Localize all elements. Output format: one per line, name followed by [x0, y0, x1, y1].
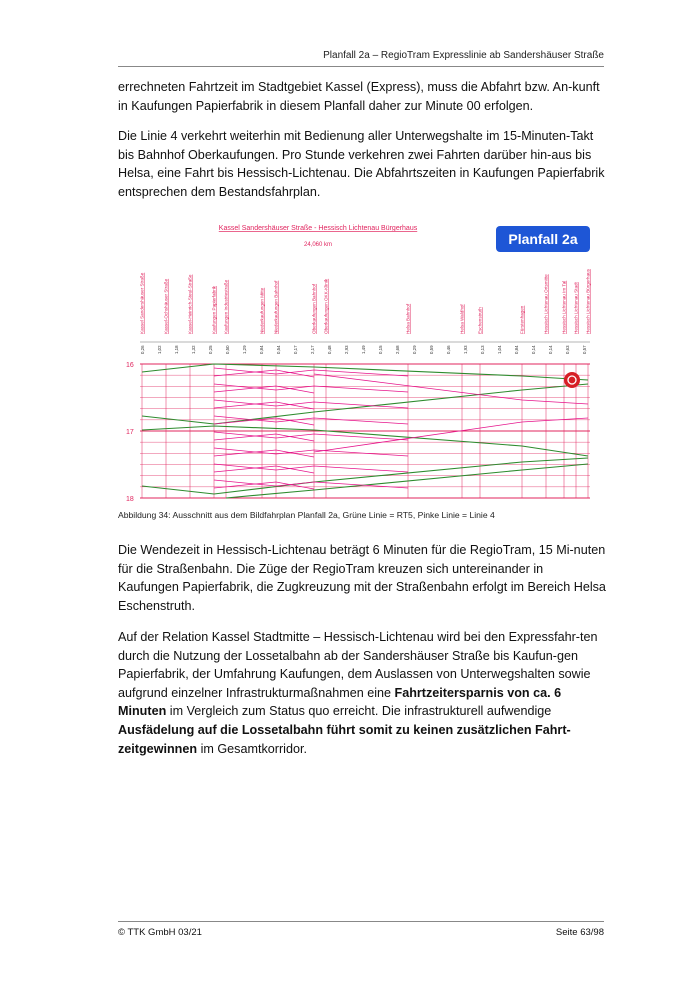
linie4-train-path: [214, 464, 408, 472]
segment-km-label: 0,15: [378, 345, 383, 354]
station-label: Fürstenhagen: [519, 305, 525, 334]
station-label: Helsa Bahnhof: [405, 303, 411, 334]
footer-divider: [118, 921, 604, 922]
segment-km-label: 0,54: [276, 345, 281, 354]
warning-icon: [564, 372, 580, 388]
station-label: Kassel Sandershäuser Straße: [139, 272, 145, 334]
p4-bold-2: Ausfädelung auf die Lossetalbahn führt somit zu keinen zusätzlichen Fahrt-zeitgewinnen: [118, 722, 571, 756]
rt5-train-path: [142, 364, 588, 380]
segment-km-label: 0,84: [514, 345, 519, 354]
segment-km-label: 1,04: [497, 345, 502, 354]
p4-text-3: im Gesamtkorridor.: [197, 741, 307, 756]
station-label: Hessisch Lichtenau Stadt: [573, 282, 579, 334]
segment-km-label: 0,84: [259, 345, 264, 354]
header-divider: [118, 66, 604, 67]
paragraph-4: [118, 628, 606, 758]
figure-caption: Abbildung 34: Ausschnitt aus dem Bildfahrplan Planfall 2a, Grüne Linie = RT5, Pinke Linie = Linie 4: [118, 510, 495, 520]
station-label: Niederkaufungen Bahnhof: [273, 280, 279, 334]
hour-label: 17: [126, 429, 134, 436]
segment-km-label: 2,68: [395, 345, 400, 354]
rt5-train-path: [142, 426, 588, 456]
segment-km-label: 1,93: [463, 345, 468, 354]
hour-label: 16: [126, 362, 134, 369]
paragraph-2: Die Linie 4 verkehrt weiterhin mit Bedienung aller Unterwegshalte im 15-Minuten-Takt bis Bahnhof Oberkaufungen. Pro Stunde verkehren zwei Fahrten darüber hin-aus bis Helsa, eine Fahrt bis Hessisch-Lichtenau. Die Abfahrtszeiten in Kaufungen Papierfabrik entsprechen dem Bestandsfahrplan.: [118, 129, 605, 199]
station-label: Eschenstruth: [477, 307, 483, 334]
segment-km-label: 0,57: [582, 345, 587, 354]
linie4-train-path: [214, 432, 408, 440]
linie4-train-path: [214, 368, 408, 376]
station-label: Niederkaufungen Mitte: [259, 287, 265, 334]
timetable-figure: [118, 216, 600, 508]
station-label: Hessisch Lichtenau Ortsmitte: [543, 274, 549, 334]
segment-km-label: 1,18: [174, 345, 179, 354]
station-label: Kaufungen Papierfabrik: [211, 285, 217, 334]
p4-text-2: im Vergleich zum Status quo erreicht. Die infrastrukturell aufwendige: [166, 704, 552, 719]
linie4-train-path: [214, 384, 408, 392]
p4-bold-1: Fahrtzeitersparnis von ca. 6 Minuten: [118, 685, 562, 719]
linie4-train-path: [214, 434, 314, 441]
station-label: Kassel-Ochshäuser Straße: [163, 278, 169, 334]
hour-label: 18: [126, 496, 134, 503]
station-label: Kassel-Heinrich-Steul-Straße: [187, 274, 193, 334]
p4-text-1: Auf der Relation Kassel Stadtmitte – Hessisch-Lichtenau wird bei den Expressfahr-ten durch die Nutzung der Lossetalbahn ab der Sandershäuser Straße bis Kaufun-gen Papierfabrik, der Umfahrung Kaufungen, dem Auslassen von Unterwegshalten sowie aufgrund einzelner Infrastrukturmaßnahmen eine: [118, 630, 598, 700]
footer-copyright: © TTK GmbH 03/21: [118, 927, 202, 938]
route-title: Kassel Sandershäuser Straße - Hessisch Lichtenau Bürgerhaus: [218, 225, 418, 232]
segment-km-label: 0,14: [531, 345, 536, 354]
segment-km-label: 0,63: [565, 345, 570, 354]
station-label: Hessisch Lichtenau Bürgerhaus: [585, 269, 591, 334]
segment-km-label: 0,59: [429, 345, 434, 354]
paragraph-1: errechneten Fahrtzeit im Stadtgebiet Kassel (Express), muss die Abfahrt bzw. An-kunft in Kaufungen Papierfabrik in diesem Planfall daher zur Minute 00 erfolgen.: [118, 80, 600, 113]
rt5-train-path: [142, 458, 588, 494]
linie4-train-path: [214, 448, 408, 456]
rt5-train-path: [142, 384, 588, 424]
segment-km-label: 2,93: [344, 345, 349, 354]
segment-km-label: 0,13: [480, 345, 485, 354]
rt5-train-path: [226, 464, 588, 498]
segment-km-label: 0,26: [140, 345, 145, 354]
segment-km-label: 0,48: [327, 345, 332, 354]
segment-km-label: 1,32: [191, 345, 196, 354]
segment-km-label: 1,02: [157, 345, 162, 354]
station-label: Hessisch Lichtenau Im Tal: [561, 280, 567, 334]
paragraph-3: Die Wendezeit in Hessisch-Lichtenau beträgt 6 Minuten für die RegioTram, 15 Mi-nuten für die Straßenbahn. Die Züge der RegioTram kreuzen sich untereinander in Kaufungen Papierfabrik, die Zugkreuzung mit der Straßenbahn erfolgt im Bereich Helsa Eschenstruth.: [118, 543, 606, 613]
footer-page-number: Seite 63/98: [555, 927, 604, 938]
planfall-badge-label: Planfall 2a: [508, 231, 578, 247]
segment-km-label: 0,17: [293, 345, 298, 354]
segment-km-label: 0,29: [412, 345, 417, 354]
segment-km-label: 1,29: [242, 345, 247, 354]
linie4-train-path: [214, 466, 314, 473]
segment-km-label: 0,25: [208, 345, 213, 354]
segment-km-label: 0,46: [446, 345, 451, 354]
segment-km-label: 0,50: [225, 345, 230, 354]
segment-km-label: 2,17: [310, 345, 315, 354]
station-label: Kaufungen Industriestraße: [223, 279, 229, 334]
linie4-train-path: [214, 400, 408, 408]
segment-km-label: 1,49: [361, 345, 366, 354]
linie4-train-path: [214, 386, 314, 393]
page-header: Planfall 2a – RegioTram Expresslinie ab Sandershäuser Straße: [323, 50, 604, 61]
linie4-train-path: [214, 370, 314, 377]
station-label: Helsa Waldhof: [459, 304, 465, 334]
linie4-train-path: [314, 418, 588, 452]
linie4-train-path: [214, 402, 314, 409]
station-label: Oberkaufungen Bahnhof: [311, 283, 317, 334]
linie4-train-path: [214, 418, 314, 425]
station-label: Oberkaufungen OKK-Klinik: [323, 278, 329, 334]
timetable-diagram: [118, 216, 600, 508]
segment-km-label: 0,14: [548, 345, 553, 354]
route-distance: 24,060 km: [303, 242, 333, 248]
